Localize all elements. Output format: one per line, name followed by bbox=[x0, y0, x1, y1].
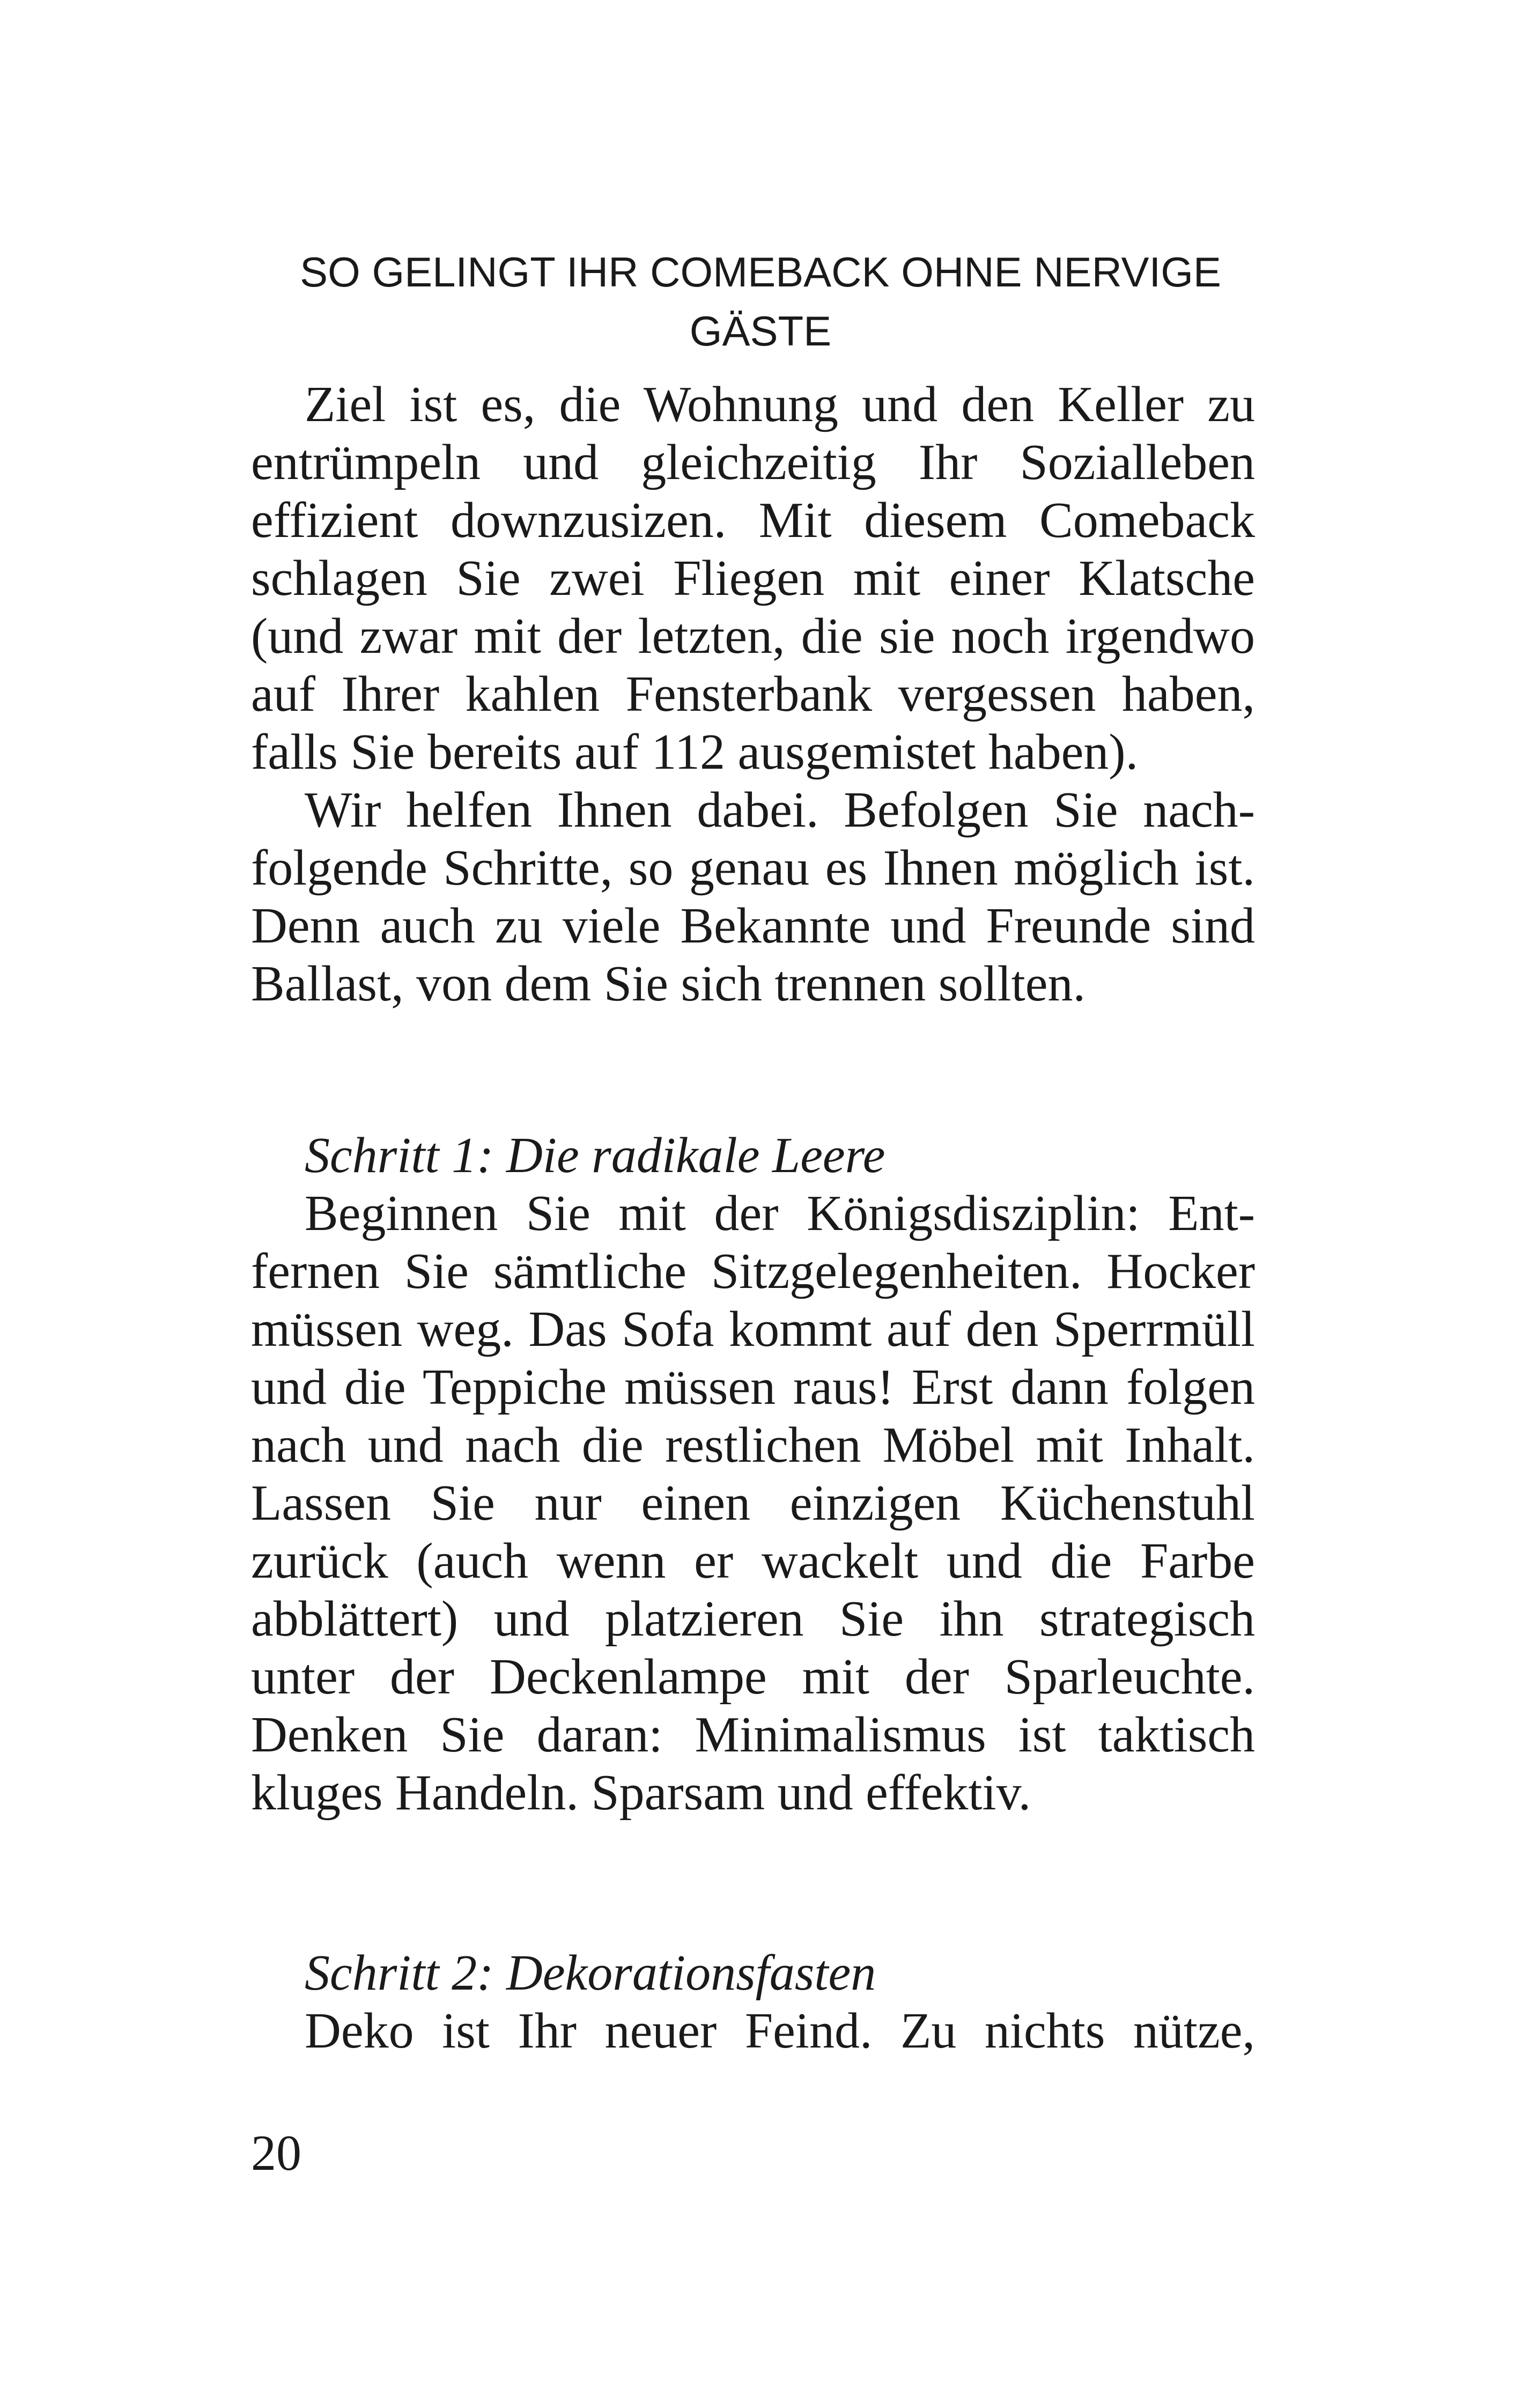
page-number: 20 bbox=[251, 2125, 301, 2181]
step-2-heading: Schritt 2: Dekorationsfasten bbox=[305, 1945, 876, 2001]
paragraph-help: Wir helfen Ihnen dabei. Befolgen Sie nachfolgende Schritte, so genau es Ihnen möglich ist. Denn auch zu viele Bekannte und Freunde sind Ballast, von dem Sie sich trennen sollten. bbox=[251, 782, 1255, 1012]
intro-section bbox=[251, 375, 1255, 1013]
step-2-paragraph: Deko ist Ihr neuer Feind. Zu nichts nütze, bbox=[305, 2003, 1255, 2059]
paragraph-intro: Ziel ist es, die Wohnung und den Keller zu entrümpeln und gleichzeitig Ihr Sozialleben effizient downzusizen. Mit diesem Comeback schlagen Sie zwei Fliegen mit einer Klatsche (und zwar mit der letzten, die sie noch irgendwo auf Ihrer kahlen Fensterbank vergessen haben, falls Sie bereits auf 112 ausgemistet haben). bbox=[251, 377, 1255, 780]
running-header: SO GELINGT IHR COMEBACK OHNE NERVIGE GÄSTE bbox=[300, 248, 1221, 355]
step-1-section bbox=[251, 1126, 1255, 1822]
step-1-heading: Schritt 1: Die radikale Leere bbox=[305, 1128, 885, 1183]
step-2-section bbox=[251, 1944, 1255, 2060]
step-1-paragraph: Beginnen Sie mit der Königsdisziplin: Entfernen Sie sämtliche Sitzgelegenheiten. Hocker müssen weg. Das Sofa kommt auf den Sperrmüll und die Teppiche müssen raus! Erst dann folgen nach und nach die restlichen Möbel mit Inhalt. Lassen Sie nur einen einzigen Küchenstuhl zurück (auch wenn er wackelt und die Farbe abblättert) und platzieren Sie ihn strategisch unter der Deckenlampe mit der Sparleuchte. Denken Sie daran: Minimalismus ist taktisch kluges Handeln. Sparsam und effektiv. bbox=[251, 1185, 1255, 1821]
